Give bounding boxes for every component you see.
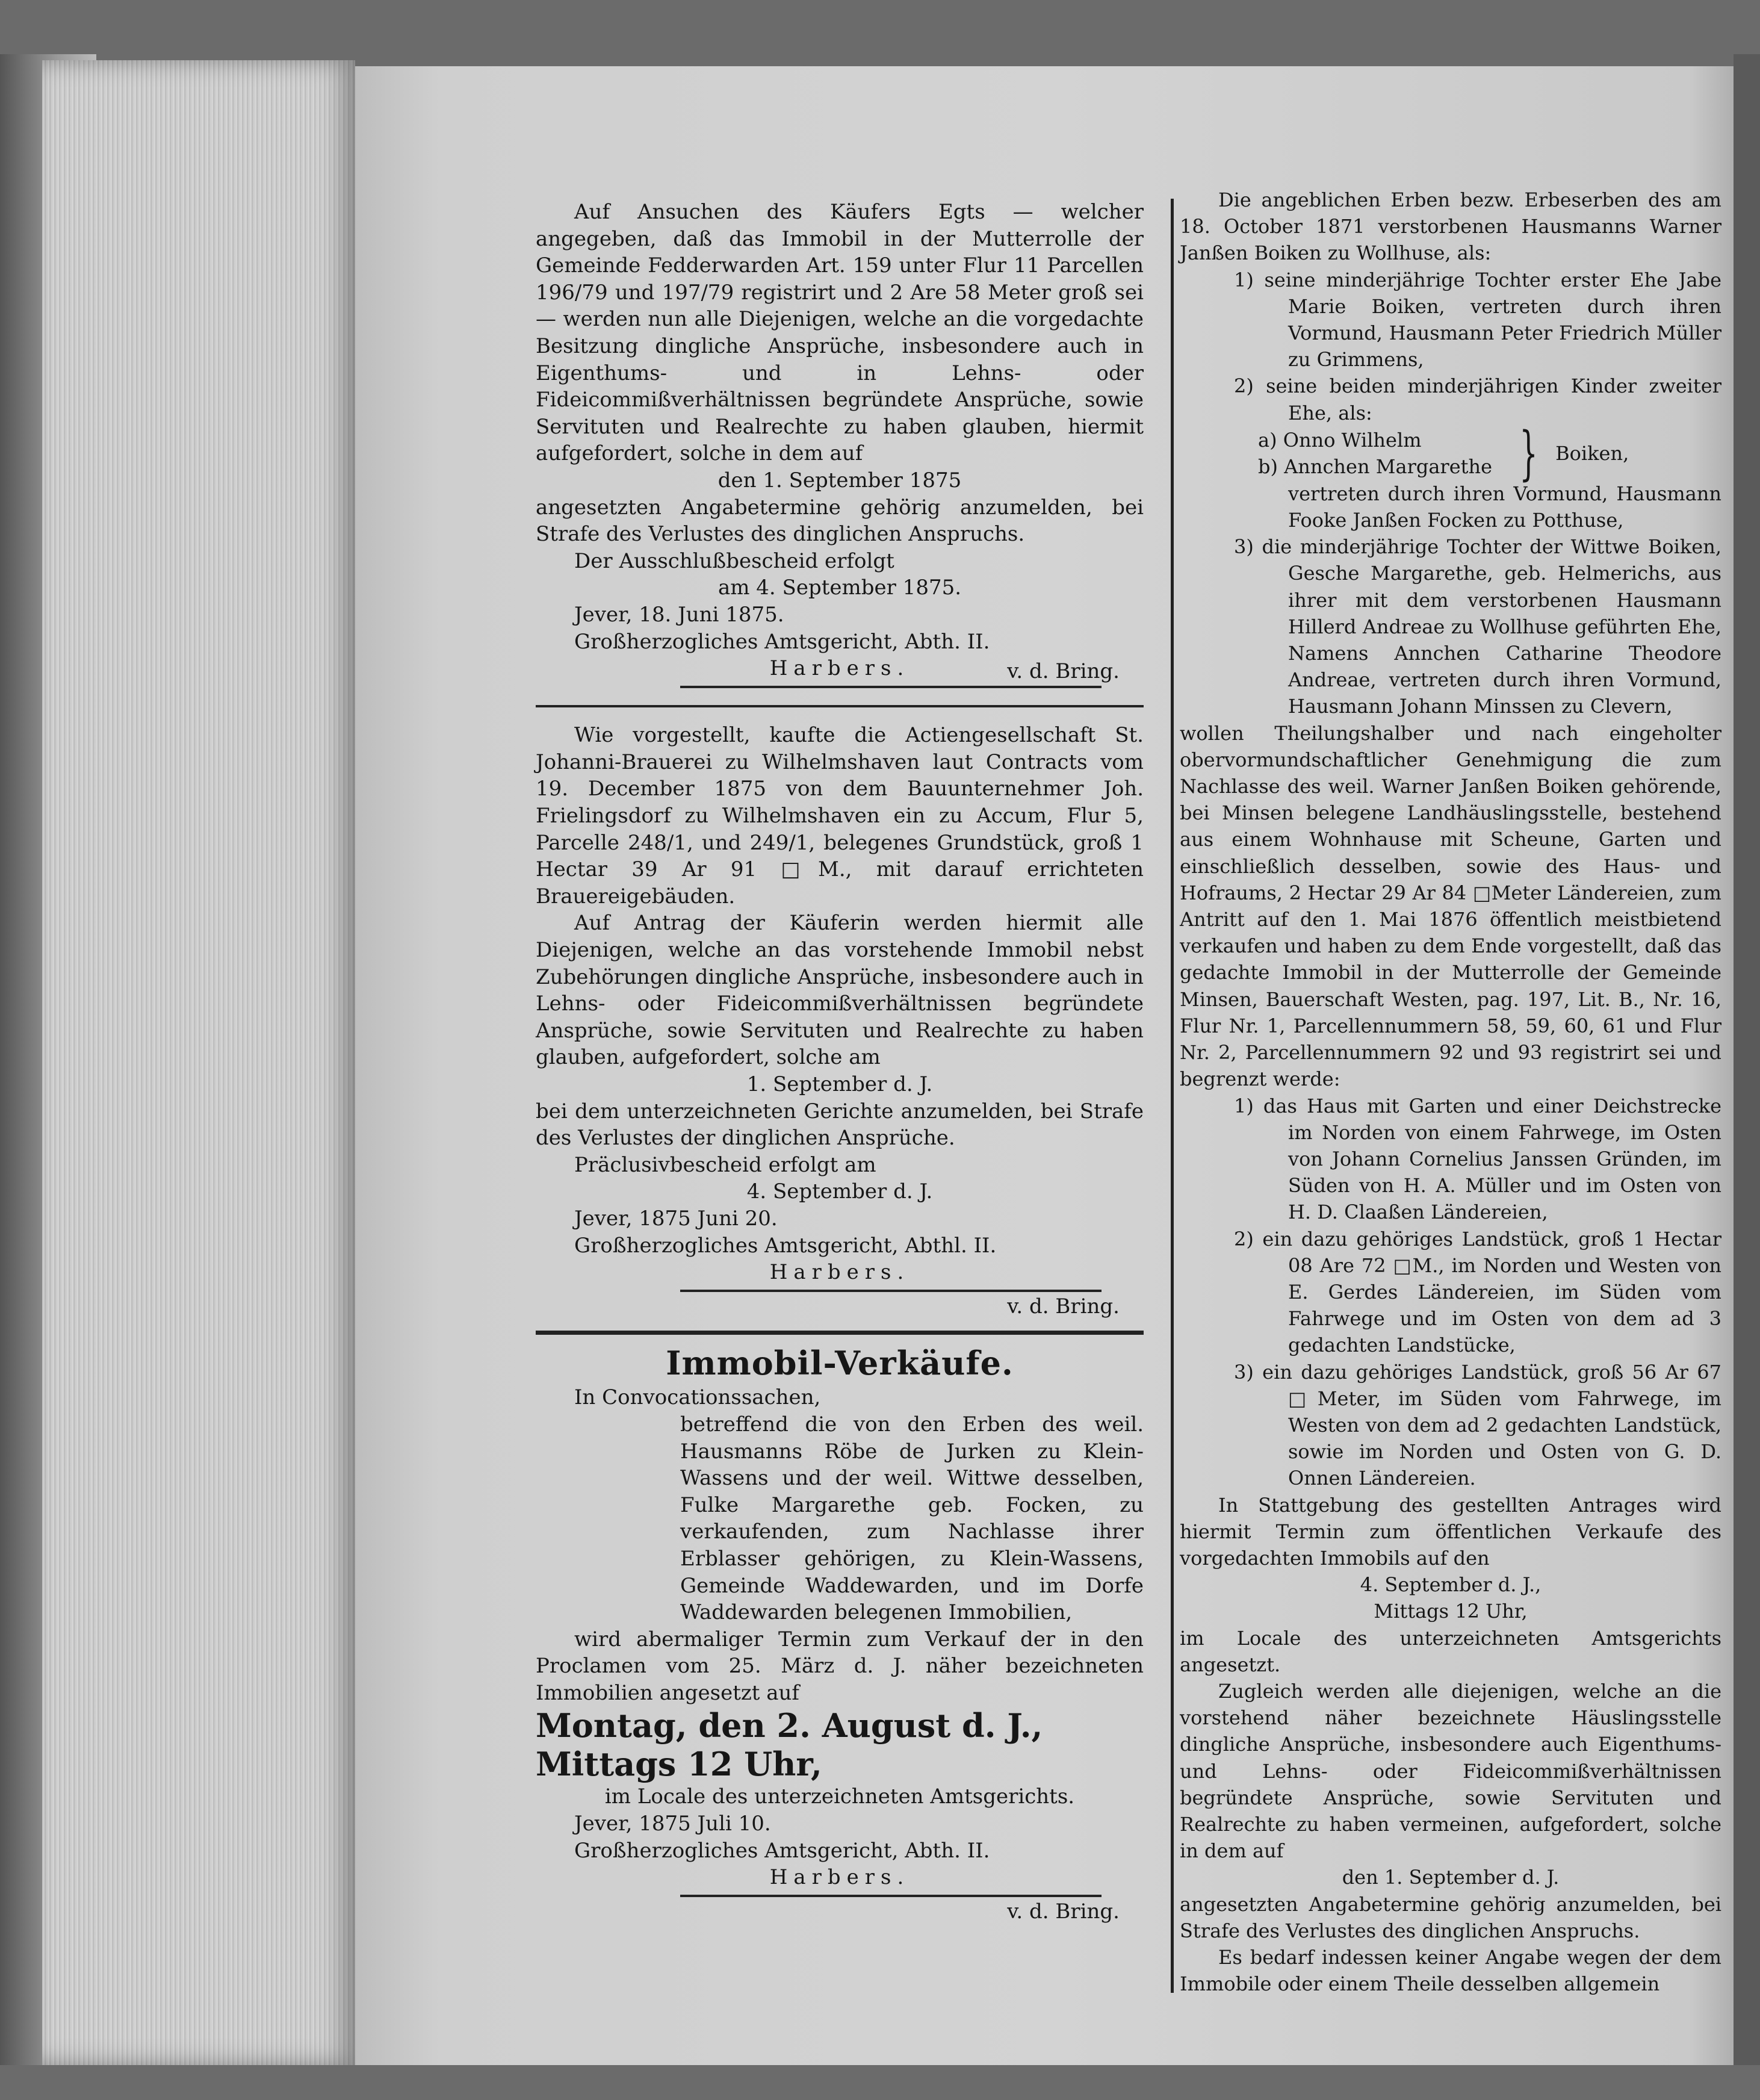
notice-date: den 1. September 1875 (717, 468, 962, 492)
sale-paragraph: wollen Theilungshalber und nach eingeholter obervormundschaftlicher Genehmigung die zum Nachlasse des weil. Warner Janßen Boiken gehörende, bei Minsen belegene Landhäuslingsstelle, bestehend aus einem Wohnhause mit Scheune, Garten und einschließlich desselben, sowie des Haus- und Hofraums, 2 Hectar 29 Ar 84 □Meter Ländereien, zum Antritt auf den 1. Mai 1876 öffentlich meistbietend verkaufen und haben zu dem Ende vorgestellt, daß das gedachte Immobil in der Mutterrolle der Gemeinde Minsen, Bauerschaft Westen, pag. 197, Lit. B., Nr. 16, Flur Nr. 1, Parcellennummern 58, 59, 60, 61 und Flur Nr. 2, Parcellennummern 92 und 93 registrirt sei und begrenzt werde: (1180, 721, 1721, 1091)
heir-item: 2) seine beiden minderjährigen Kinder zweiter Ehe, als: (1234, 374, 1721, 424)
sale-paragraph: Zugleich werden alle diejenigen, welche an die vorstehend näher bezeichnete Häuslingsstelle dingliche Ansprüche, insbesondere auch Eigenthums- und Lehns- oder Fideicommißverhältnissen begründete Ansprüche, sowie Servituten und Realrechte zu haben vermeinen, aufgefordert, solche in dem auf (1180, 1679, 1721, 1863)
heir-guardian: vertreten durch ihren Vormund, Hausmann Fooke Janßen Focken zu Potthuse, (1288, 482, 1721, 532)
sale-paragraph: In Stattgebung des gestellten Antrages wird hiermit Termin zum öffentlichen Verkaufe des vorgedachten Immobils auf den (1180, 1493, 1721, 1570)
sale-time: Mittags 12 Uhr, (1374, 1600, 1528, 1623)
notice-signature-clerk: v. d. Bring. (1007, 659, 1120, 683)
child-name: b) Annchen Margarethe (1258, 455, 1493, 478)
notice-brauerei (536, 722, 1144, 1320)
notice-convocation (536, 1384, 1144, 1925)
notice-signature-clerk: v. d. Bring. (1007, 1294, 1120, 1319)
column-divider (1171, 199, 1174, 1993)
notice-paragraph: Auf Ansuchen des Käufers Egts — welcher angegeben, daß das Immobil in der Mutterrolle der Gemeinde Fedderwarden Art. 159 unter Flur 11 Parcellen 196/79 und 197/79 registrirt und 2 Are 58 Meter groß sei — werden nun alle Diejenigen, welche an die vorgedachte Besitzung dingliche Ansprüche, insbesondere auch in Eigenthums- und in Lehns- oder Fideicommißverhältnissen begründete Ansprüche, sowie Servituten und Realrechte zu haben glauben, hiermit aufgefordert, solche in dem auf (536, 200, 1144, 466)
notice-line: im Locale des unterzeichneten Amtsgerichts. (604, 1785, 1075, 1809)
heir-children (1258, 419, 1721, 487)
sale-paragraph: angesetzten Angabetermine gehörig anzumelden, bei Strafe des Verlustes des dinglichen Anspruchs. (1180, 1892, 1721, 1942)
notice-place-date: Jever, 1875 Juli 10. (574, 1812, 771, 1836)
notice-date: 4. September d. J. (746, 1179, 933, 1204)
claim-date: den 1. September d. J. (1342, 1866, 1560, 1889)
section-heading: Immobil-Verkäufe. (666, 1344, 1014, 1383)
notice-line: In Convocationssachen, (574, 1385, 821, 1410)
signature-rule (680, 686, 1102, 688)
parcel-item: 1) das Haus mit Garten und einer Deichstrecke im Norden von einem Fahrwege, im Osten von Johann Cornelius Janssen Gründen, im Süden von H. A. Müller und im Osten von H. D. Claaßen Ländereien, (1234, 1094, 1721, 1224)
notice-paragraph: Wie vorgestellt, kaufte die Actiengesellschaft St. Johanni-Brauerei zu Wilhelmshaven laut Contracts vom 19. December 1875 von dem Bauunternehmer Joh. Frielingsdorf zu Wilhelmshaven ein zu Accum, Flur 5, Parcelle 248/1, und 249/1, belegenes Grundstück, groß 1 Hectar 39 Ar 91 □M., mit darauf errichteten Brauereigebäuden. (536, 723, 1144, 909)
notice-intro: Die angeblichen Erben bezw. Erbeserben des am 18. October 1871 verstorbenen Hausmanns Warner Janßen Boiken zu Wollhuse, als: (1180, 188, 1721, 265)
children-surname: Boiken, (1555, 441, 1629, 465)
notice-paragraph: wird abermaliger Termin zum Verkauf der in den Proclamen vom 25. März d. J. näher bezeichneten Immobilien angesetzt auf (536, 1627, 1144, 1705)
notice-divider (536, 705, 1144, 707)
notice-signature: Harbers. (769, 1865, 910, 1890)
notice-date: am 4. September 1875. (717, 576, 962, 600)
adjacent-page-strip (1734, 54, 1760, 2065)
parcel-item: 3) ein dazu gehöriges Landstück, groß 56 Ar 67 □Meter, im Süden vom Fahrwege, im Westen von dem ad 2 gedachten Landstück, sowie im Norden und Osten von G. D. Onnen Ländereien. (1234, 1360, 1721, 1490)
sale-date: 4. September d. J., (1360, 1573, 1542, 1597)
notice-line: Präclusivbescheid erfolgt am (574, 1152, 876, 1177)
notice-court: Großherzogliches Amtsgericht, Abthl. II. (574, 1233, 997, 1258)
auction-time: Mittags 12 Uhr, (536, 1745, 822, 1784)
notice-signature: Harbers. (769, 656, 910, 681)
signature-rule (680, 1895, 1102, 1897)
notice-signature-clerk: v. d. Bring. (1007, 1899, 1120, 1924)
left-column (536, 199, 1144, 1925)
notice-paragraph: bei dem unterzeichneten Gerichte anzumelden, bei Strafe des Verlustes der dinglichen Ansprüche. (536, 1099, 1144, 1151)
sale-paragraph: Es bedarf indessen keiner Angabe wegen der dem Immobile oder einem Theile desselben allgemein (1180, 1946, 1721, 1996)
auction-date: Montag, den 2. August d. J., (536, 1706, 1043, 1745)
book-page-edges (42, 60, 355, 2065)
right-column (1180, 187, 1721, 1997)
notice-date: 1. September d. J. (746, 1072, 933, 1096)
notice-paragraph: angesetzten Angabetermine gehörig anzumelden, bei Strafe des Verlustes des dinglichen Anspruchs. (536, 495, 1144, 547)
notice-paragraph: Auf Antrag der Käuferin werden hiermit alle Diejenigen, welche an das vorstehende Immobil nebst Zubehörungen dingliche Ansprüche, insbesondere auch in Lehns- oder Fideicommißverhältnissen begründete Ansprüche, sowie Servituten und Realrechte zu haben glauben, aufgefordert, solche am (536, 911, 1144, 1070)
notice-line: Der Ausschlußbescheid erfolgt (574, 548, 894, 573)
notice-court: Großherzogliches Amtsgericht, Abth. II. (574, 629, 990, 654)
notice-fedderwarden (536, 199, 1144, 685)
notice-signature: Harbers. (769, 1260, 910, 1285)
heir-item: 1) seine minderjährige Tochter erster Ehe Jabe Marie Boiken, vertreten durch ihren Vormund, Hausmann Peter Friedrich Müller zu Grimmens, (1234, 268, 1721, 371)
notice-place-date: Jever, 1875 Juni 20. (574, 1206, 778, 1231)
notice-place-date: Jever, 18. Juni 1875. (574, 602, 784, 627)
child-name: a) Onno Wilhelm (1258, 428, 1422, 452)
heir-item: 3) die minderjährige Tochter der Wittwe Boiken, Gesche Margarethe, geb. Helmerichs, aus ihrer mit dem verstorbenen Hausmann Hillerd Andreae zu Wollhuse geführten Ehe, Namens Annchen Catharine Theodore Andreae, vertreten durch ihren Vormund, Hausmann Johann Minssen zu Clevern, (1234, 535, 1721, 718)
notice-paragraph: betreffend die von den Erben des weil. Hausmanns Röbe de Jurken zu Klein-Wassens und der weil. Wittwe desselben, Fulke Margarethe geb. Focken, zu verkaufenden, zum Nachlasse ihrer Erblasser gehörigen, zu Klein-Wassens, Gemeinde Waddewarden, und im Dorfe Waddewarden belegenen Immobilien, (680, 1412, 1144, 1625)
signature-rule (680, 1290, 1102, 1292)
parcel-item: 2) ein dazu gehöriges Landstück, groß 1 Hectar 08 Are 72 □M., im Norden und Westen von E. Gerdes Ländereien, im Süden vom Fahrwege und im Osten von dem ad 3 gedachten Landstücke, (1234, 1227, 1721, 1357)
brace-symbol: } (1519, 419, 1538, 487)
sale-paragraph: im Locale des unterzeichneten Amtsgerichts angesetzt. (1180, 1626, 1721, 1676)
section-divider (536, 1331, 1144, 1335)
notice-court: Großherzogliches Amtsgericht, Abth. II. (574, 1838, 990, 1863)
